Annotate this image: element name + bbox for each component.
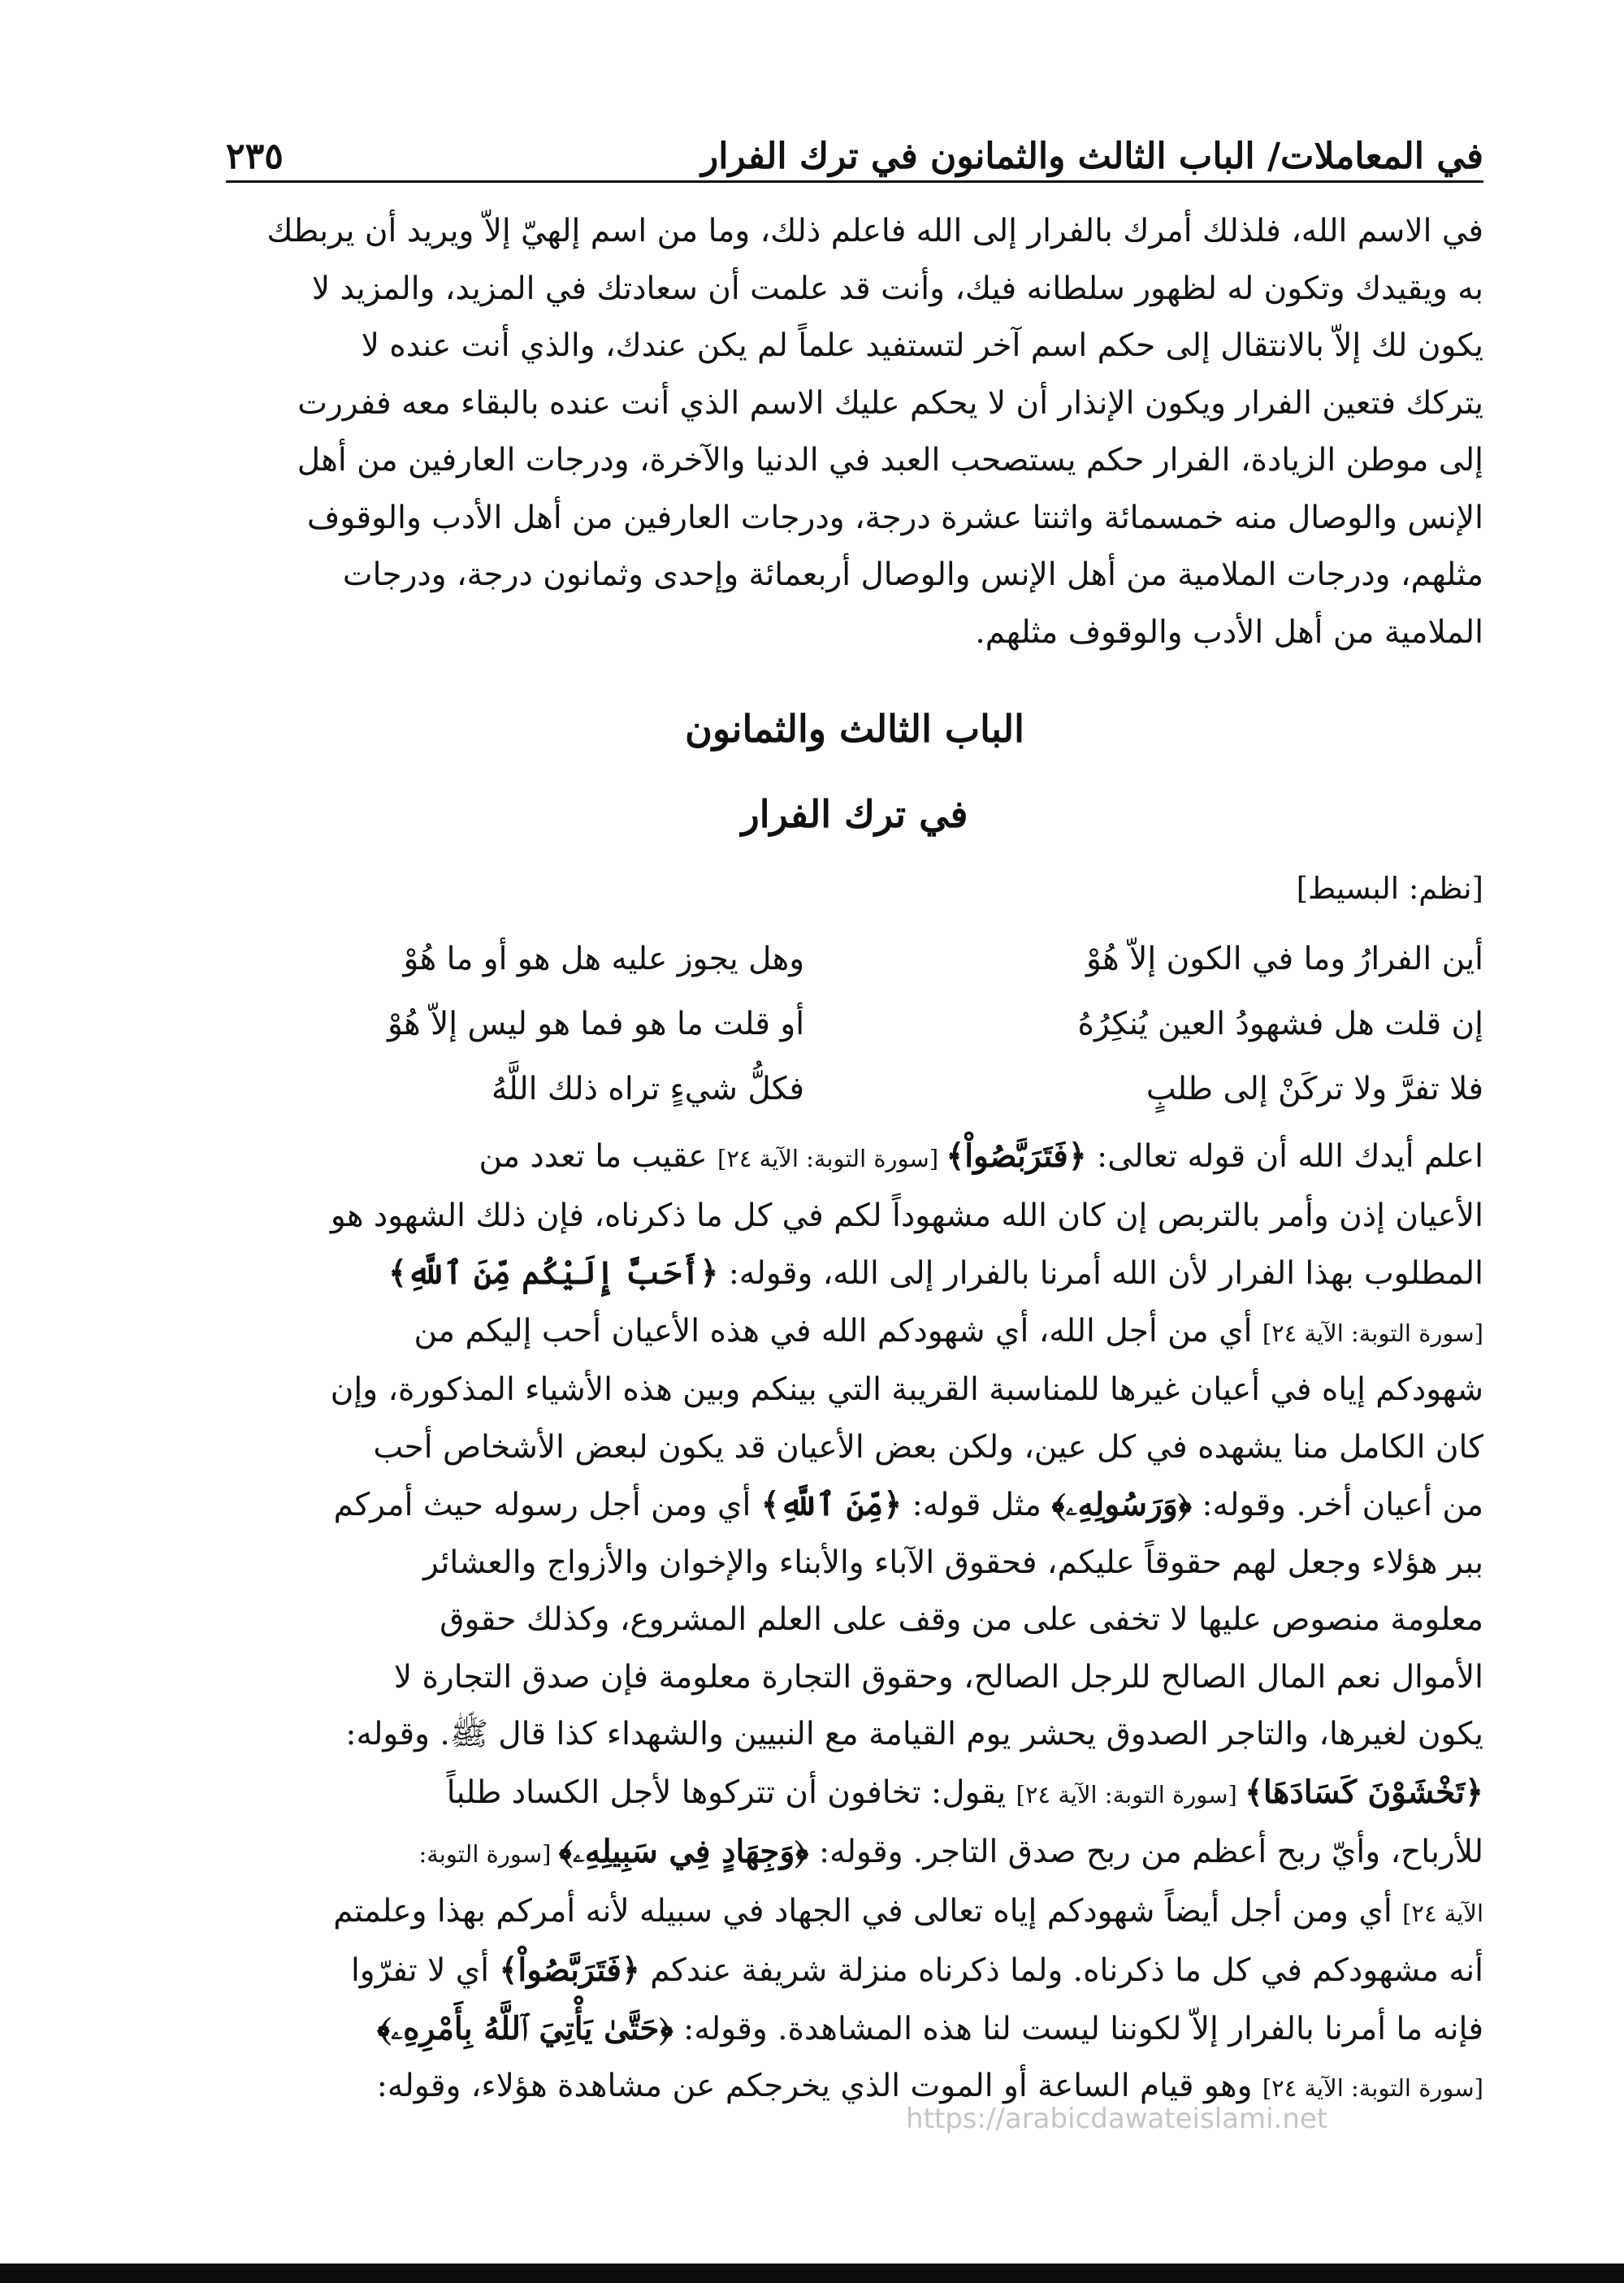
text-line xyxy=(226,1883,1483,1943)
text-line: الملامية من أهل الأدب والوقوف مثلهم. xyxy=(975,613,1483,651)
page-header xyxy=(226,104,1483,177)
text-segment: أي ومن أجل رسوله حيث أمركم xyxy=(333,1487,761,1523)
quran-citation: ﴿فَتَرَبَّصُواْ﴾ xyxy=(499,1952,640,1989)
poem-meter: [نظم: البسيط] xyxy=(1296,871,1483,906)
verse xyxy=(226,991,1483,1056)
quran-citation: ﴿فَتَرَبَّصُواْ﴾ xyxy=(946,1137,1087,1175)
verse-reference: الآية ٢٤] xyxy=(1402,1899,1483,1927)
verse-reference: [سورة التوبة: الآية ٢٤] xyxy=(1262,1319,1483,1347)
text-line: به ويقيدك وتكون له لظهور سلطانه فيك، وأنت قد علمت أن سعادتك في المزيد، والمزيد لا xyxy=(311,270,1483,307)
text-segment: أي ومن أجل أيضاً شهودكم إياه تعالى في الجهاد في سبيله لأنه أمركم بهذا وعلمتم xyxy=(333,1892,1403,1930)
text-line xyxy=(226,1419,1483,1477)
text-line xyxy=(226,1535,1483,1592)
text-segment: فإنه ما أمرنا بالفرار إلاّ لكوننا ليست لنا هذه المشاهدة. وقوله: xyxy=(673,2010,1483,2047)
quran-citation: ﴿مِّنَ ٱللَّهِ﴾ xyxy=(760,1486,903,1523)
text-segment: مثل قوله: xyxy=(902,1487,1052,1523)
text-segment: من أعيان أخر. وقوله: xyxy=(1192,1487,1483,1523)
text-segment: ببر هؤلاء وجعل لهم حقوقاً عليكم، فحقوق الآباء والأبناء والإخوان والأزواج والعشائر xyxy=(423,1544,1483,1581)
text-line xyxy=(226,1476,1483,1535)
verse-reference: [سورة التوبة: الآية ٢٤] xyxy=(717,1145,946,1172)
text-line: يتركك فتعين الفرار ويكون الإنذار أن لا يحكم عليك الاسم الذي أنت عنده بالبقاء معه ففررت xyxy=(297,384,1483,422)
text-line xyxy=(226,1188,1483,1245)
verse xyxy=(226,1056,1483,1121)
text-segment: يكون لغيرها، والتاجر الصدوق يحشر يوم القيامة مع النبيين والشهداء كذا قال ﷺ. وقوله: xyxy=(345,1716,1483,1752)
text-segment: يقول: تخافون أن تتركوها لأجل الكساد طلباً xyxy=(446,1774,1016,1811)
top-paragraph xyxy=(226,203,1483,661)
text-segment: عقيب ما تعدد من xyxy=(479,1138,717,1175)
text-line: الإنس والوصال منه خمسمائة واثنتا عشرة درجة، ودرجات العارفين من أهل الأدب والوقوف xyxy=(306,499,1483,536)
text-line: إلى موطن الزيادة، الفرار حكم يستصحب العبد في الدنيا والآخرة، ودرجات العارفين من أهل xyxy=(297,442,1483,479)
verse xyxy=(226,926,1483,991)
text-line xyxy=(226,1764,1483,1824)
quran-citation: ﴿وَجِهَادٍ فِي سَبِيلِهِۦ﴾ xyxy=(558,1833,809,1870)
quran-citation: ﴿تَخْشَوْنَ كَسَادَهَا﴾ xyxy=(1245,1773,1483,1811)
text-segment: أي لا تفرّوا xyxy=(350,1952,500,1989)
text-line xyxy=(226,1823,1483,1883)
text-segment: للأرباح، وأيّ ربح أعظم من ربح صدق التاجر. وقوله: xyxy=(808,1834,1483,1870)
poem xyxy=(226,926,1483,1121)
verse-first-hemistich: أين الفرارُ وما في الكون إلاّ هُوْ xyxy=(1086,940,1483,977)
text-line xyxy=(226,1303,1483,1362)
verse-first-hemistich: فلا تفرَّ ولا تركَنْ إلى طلبٍ xyxy=(1145,1070,1483,1107)
text-line: يكون لك إلاّ بالانتقال إلى حكم اسم آخر لتستفيد علماً لم يكن عندك، والذي أنت عنده لا xyxy=(361,327,1483,364)
verse-second-hemistich: وهل يجوز عليه هل هو أو ما هُوْ xyxy=(403,940,805,977)
text-line xyxy=(226,1706,1483,1764)
chapter-subtitle: في ترك الفرار xyxy=(741,792,968,836)
quran-citation: ﴿وَرَسُولِهِۦ﴾ xyxy=(1051,1486,1193,1523)
verse-second-hemistich: فكلُّ شيءٍ تراه ذلك اللَّهُ xyxy=(491,1070,805,1107)
text-segment: المطلوب بهذا الفرار لأن الله أمرنا بالفرار إلى الله، وقوله: xyxy=(718,1255,1483,1292)
text-line: في الاسم الله، فلذلك أمرك بالفرار إلى الله فاعلم ذلك، وما من اسم إلهيّ إلاّ ويريد أن يربطك xyxy=(266,213,1483,249)
text-line xyxy=(226,1592,1483,1649)
text-segment: وهو قيام الساعة أو الموت الذي يخرجكم عن مشاهدة هؤلاء، وقوله: xyxy=(376,2068,1262,2104)
text-line xyxy=(226,1942,1483,2000)
text-line: مثلهم، ودرجات الملامية من أهل الإنس والوصال أربعمائة وإحدى وثمانون درجة، ودرجات xyxy=(342,557,1483,593)
text-line xyxy=(226,1128,1483,1188)
quran-citation: ﴿أَحَبَّ إِلَيْكُم مِّنَ ٱللَّهِ﴾ xyxy=(388,1254,719,1292)
quran-citation: ﴿حَتَّىٰ يَأْتِيَ ٱللَّهُ بِأَمْرِهِۦ﴾ xyxy=(376,2009,673,2047)
running-title: في المعاملات/ الباب الثالث والثمانون في ترك الفرار xyxy=(700,136,1483,177)
text-line xyxy=(226,2000,1483,2059)
verse-reference: [سورة التوبة: xyxy=(418,1840,559,1868)
text-line xyxy=(226,1649,1483,1707)
text-segment: اعلم أيدك الله أن قوله تعالى: xyxy=(1086,1138,1483,1175)
header-divider xyxy=(226,180,1483,183)
scan-edge-bar xyxy=(0,2264,1624,2283)
text-segment: كان الكامل منا يشهده في كل عين، ولكن بعض الأعيان قد يكون لبعض الأشخاص أحب xyxy=(373,1428,1483,1466)
commentary-paragraph xyxy=(226,1128,1483,2117)
text-segment: معلومة منصوص عليها لا تخفى على من وقف على العلم المشروع، وكذلك حقوق xyxy=(440,1601,1483,1638)
verse-reference: [سورة التوبة: الآية ٢٤] xyxy=(1262,2074,1483,2102)
text-segment: الأموال نعم المال الصالح للرجل الصالح، وحقوق التجارة معلومة فإن صدق التجارة لا xyxy=(393,1658,1483,1696)
page-number: ٢٣٥ xyxy=(226,136,284,177)
chapter-title: الباب الثالث والثمانون xyxy=(685,707,1024,751)
text-line xyxy=(226,1362,1483,1419)
text-segment: شهودكم إياه في أعيان غيرها للمناسبة القريبة التي بينكم وبين هذه الأشياء المذكورة، وإن xyxy=(330,1371,1483,1408)
text-segment: الأعيان إذن وأمر بالتربص إن كان الله مشهوداً لكم في كل ما ذكرناه، فإن ذلك الشهود هو xyxy=(330,1197,1483,1234)
text-line xyxy=(226,1245,1483,1303)
text-segment: أنه مشهودكم في كل ما ذكرناه. ولما ذكرناه منزلة شريفة عندكم xyxy=(639,1952,1483,1989)
site-watermark: https://arabicdawateislami.net xyxy=(906,2103,1328,2135)
text-segment: أي من أجل الله، أي شهودكم الله في هذه الأعيان أحب إليكم من xyxy=(414,1312,1262,1349)
verse-reference: [سورة التوبة: الآية ٢٤] xyxy=(1016,1780,1245,1809)
verse-first-hemistich: إن قلت هل فشهودُ العين يُنكِرُهُ xyxy=(1077,1005,1483,1042)
verse-second-hemistich: أو قلت ما هو فما هو ليس إلاّ هُوْ xyxy=(387,1005,805,1042)
